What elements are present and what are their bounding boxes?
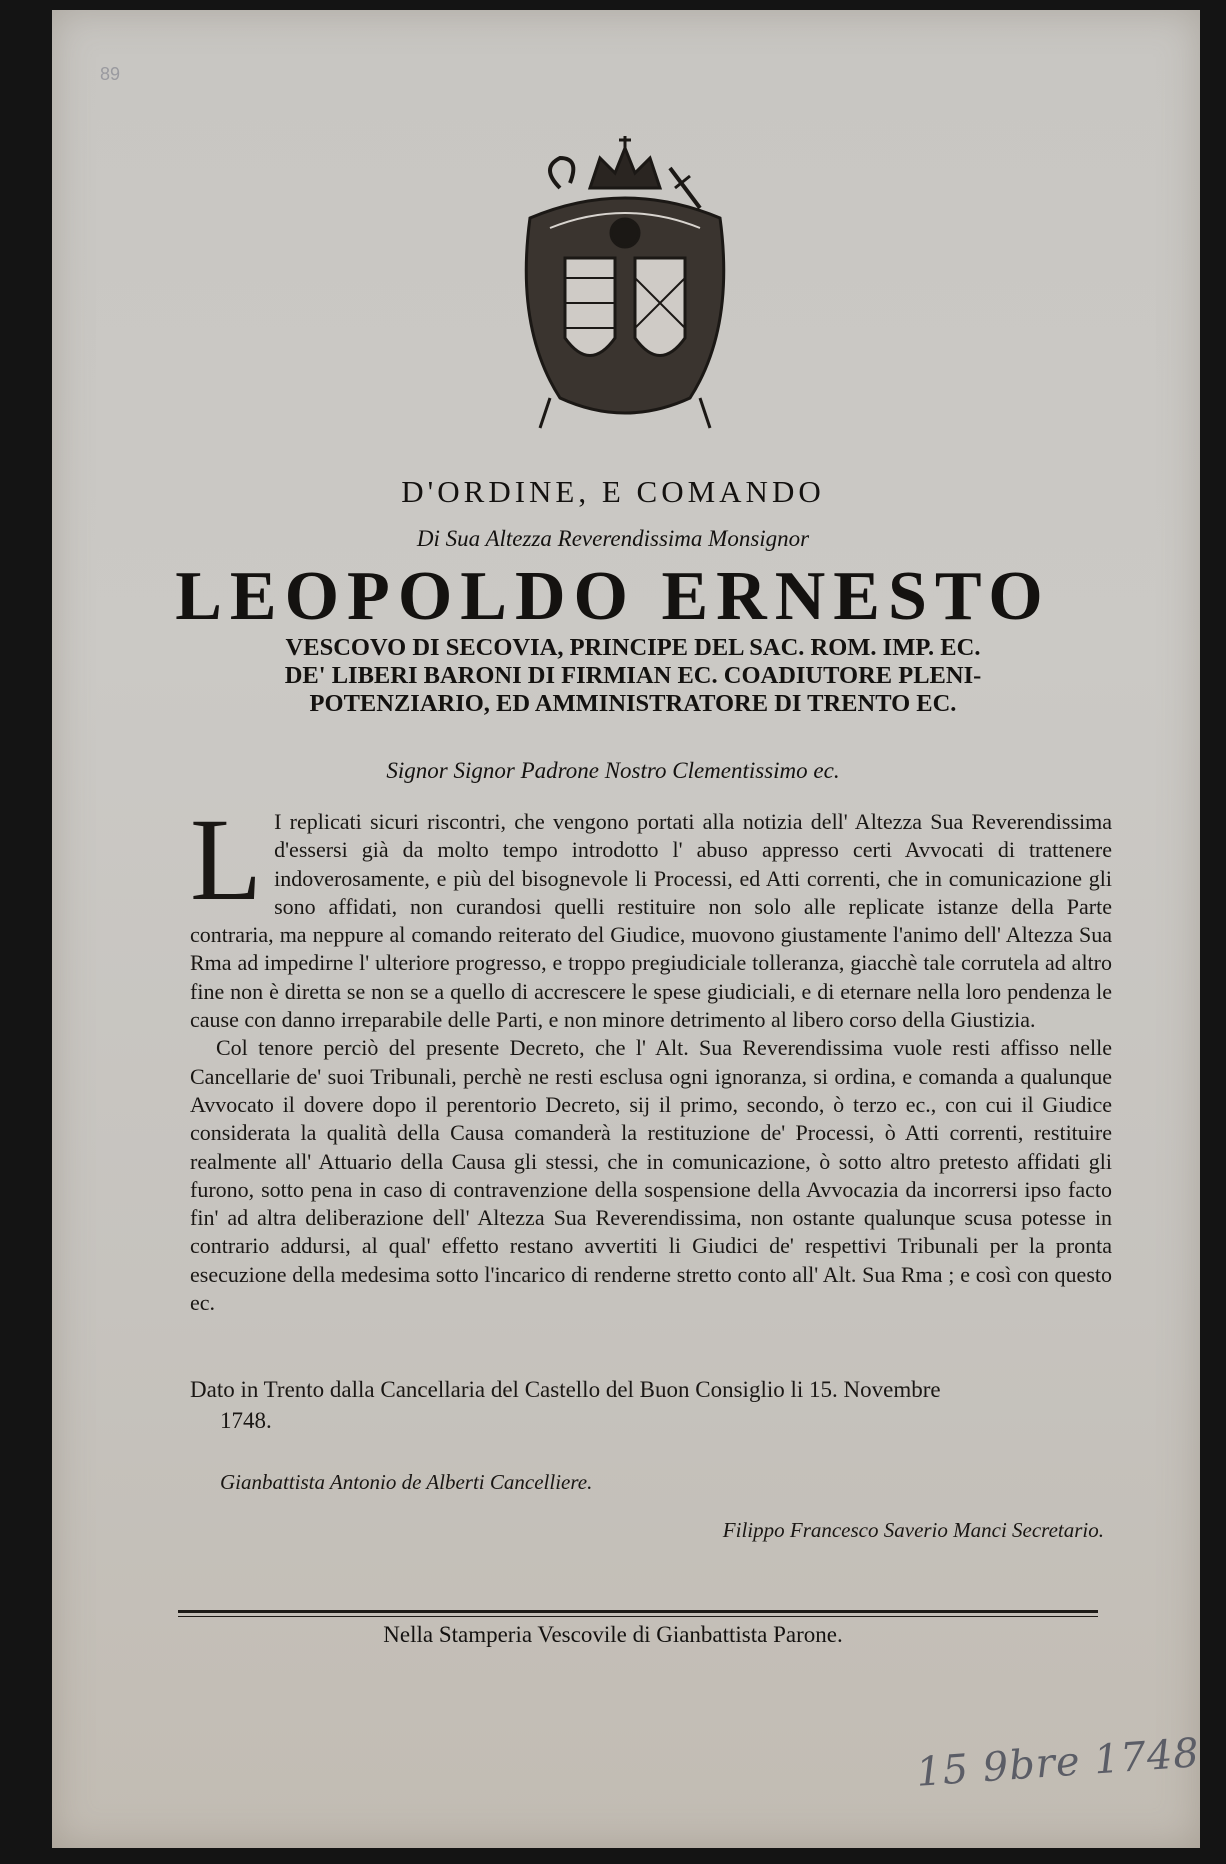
title-line-3: POTENZIARIO, ED AMMINISTRATORE DI TRENTO EC. bbox=[309, 690, 957, 717]
printer-imprint: Nella Stamperia Vescovile di Gianbattista Parone. bbox=[383, 1622, 843, 1647]
divider-thin bbox=[178, 1616, 1098, 1617]
date-text: Dato in Trento dalla Cancellaria del Castello del Buon Consiglio li 15. Novembre bbox=[190, 1377, 941, 1402]
salutation: Signor Signor Padrone Nostro Clementissimo ec. bbox=[386, 758, 840, 783]
title-line-2: DE' LIBERI BARONI DI FIRMIAN EC. COADIUTORE PLENI- bbox=[284, 662, 982, 689]
heading-titles bbox=[168, 634, 1098, 718]
handwritten-date-note: 15 9bre 1748 bbox=[914, 1730, 1202, 1796]
heading-subtitle: Di Sua Altezza Reverendissima Monsignor bbox=[416, 526, 810, 551]
coat-of-arms-emblem bbox=[490, 128, 760, 438]
date-year: 1748. bbox=[220, 1408, 272, 1433]
date-line bbox=[190, 1374, 1112, 1436]
dropcap-letter: L bbox=[190, 794, 263, 925]
chancellor-signature: Gianbattista Antonio de Alberti Cancelliere. bbox=[220, 1470, 593, 1494]
pencil-mark: 89 bbox=[100, 64, 121, 84]
divider-thick bbox=[178, 1610, 1098, 1613]
title-line-1: VESCOVO DI SECOVIA, PRINCIPE DEL SAC. ROM. IMP. EC. bbox=[285, 634, 981, 661]
heading-order-line: D'ORDINE, E COMANDO bbox=[401, 474, 825, 509]
heading-name: LEOPOLDO ERNESTO bbox=[175, 558, 1051, 635]
decree-body bbox=[190, 794, 1112, 1317]
paragraph-2: Col tenore perciò del presente Decreto, che l' Alt. Sua Reverendissima vuole resti affisso nelle Cancellarie de' suoi Tribunali, perchè ne resti esclusa ogni ignoranza, si ordina, e comanda a qualunque Avvocato il dovere dopo il perentorio Decreto, sij il primo, secondo, ò terzo ec., con cui il Giudice considerata la qualità della Causa comanderà la restituzione de' Processi, ò Atti correnti, restituire realmente all' Attuario della Causa gli stessi, che in comunicazione, ò sotto altro pretesto affidati gli furono, sotto pena in caso di contravenzione della sospensione della Avvocazia da incorrersi ipso facto fin' ad altra deliberazione dell' Altezza Sua Reverendissima, non ostante qualunque scusa potesse in contrario addursi, al qual' effetto restano avvertiti li Giudici de' respettivi Tribunali per la pronta esecuzione della medesima sotto l'incarico di renderne stretto conto all' Alt. Sua Rma ; e così con questo ec. bbox=[190, 1035, 1112, 1316]
secretary-signature: Filippo Francesco Saverio Manci Secretario. bbox=[722, 1518, 1104, 1542]
paragraph-1: I replicati sicuri riscontri, che vengono portati alla notizia dell' Altezza Sua Reverendissima d'essersi già da molto tempo introdotto l' abuso appresso certi Avvocati di trattenere indoverosamente, e più del bisognevole li Processi, ed Atti correnti, che in comunicazione gli sono affidati, non curandosi quelli restituire non solo alle replicate istanze della Parte contraria, ma neppure al comando reiterato del Giudice, muovono giustamente l'animo dell' Altezza Sua Rma ad impedirne l' ulteriore progresso, e troppo pregiudiciale tolleranza, giacchè tale corrutela ad altro fine non è diretta se non se a quello di accrescere le spese giudiciali, e di eternare nella loro pendenza le cause con danno irreparabile delle Parti, e non minore detrimento al libero corso della Giustizia. bbox=[190, 809, 1112, 1033]
